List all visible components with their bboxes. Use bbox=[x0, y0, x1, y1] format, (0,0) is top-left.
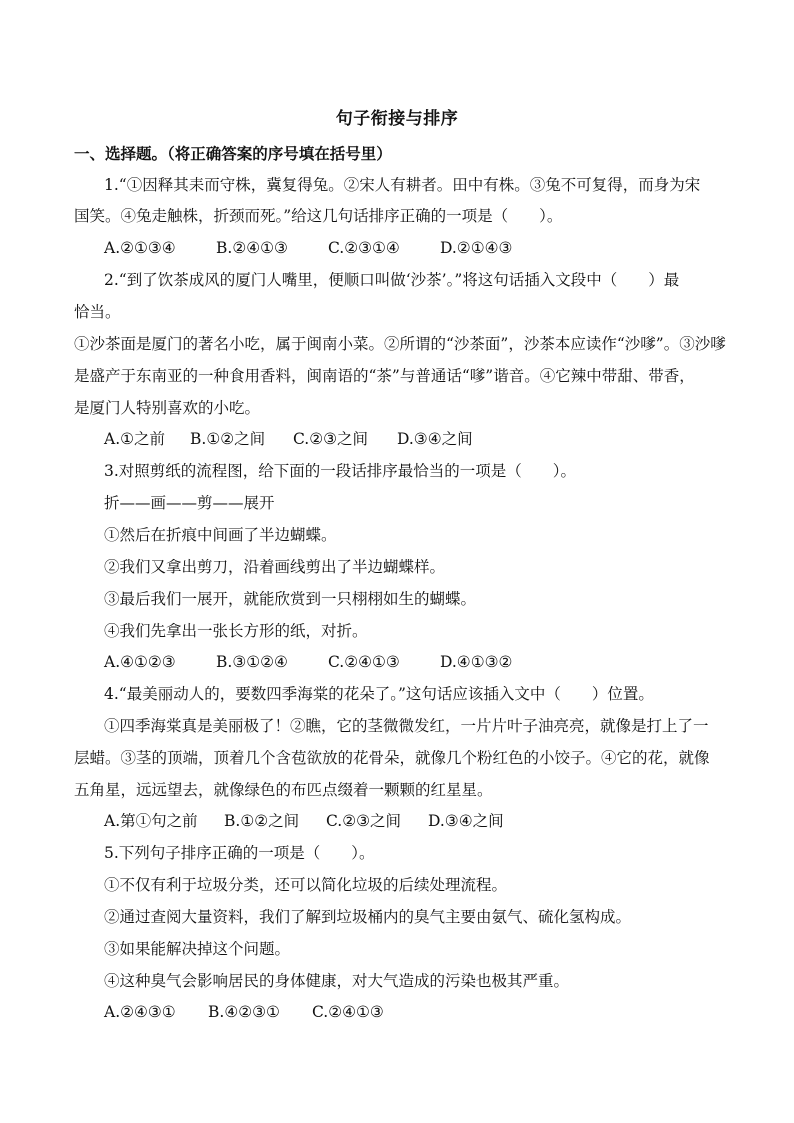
q4-option-c[interactable]: C.②③之间 bbox=[326, 812, 402, 830]
q2-option-a[interactable]: A.①之前 bbox=[104, 430, 166, 448]
q1-option-d[interactable]: D.②①④③ bbox=[440, 239, 513, 257]
q2-options bbox=[104, 429, 473, 449]
q5-option-a[interactable]: A.②④③① bbox=[104, 1003, 176, 1021]
q3-options bbox=[104, 652, 512, 672]
q4-passage-line2: 层蜡。③茎的顶端，顶着几个含苞欲放的花骨朵，就像几个粉红色的小饺子。④它的花，就像 bbox=[74, 749, 710, 767]
q3-option-b[interactable]: B.③①②④ bbox=[216, 653, 288, 671]
q2-option-c[interactable]: C.②③之间 bbox=[293, 430, 369, 448]
q4-options bbox=[104, 811, 504, 831]
q1-stem-line2: 国笑。④兔走触株，折颈而死。”给这几句话排序正确的一项是（ ）。 bbox=[74, 207, 563, 225]
q5-sentence-3: ③如果能解决掉这个问题。 bbox=[104, 940, 291, 958]
q2-stem-line1: 2.“到了饮茶成风的厦门人嘴里，便顺口叫做‘沙茶’。”将这句话插入文段中（ ）最 bbox=[104, 271, 680, 289]
q1-options bbox=[104, 238, 512, 258]
q2-passage-line2: 是盛产于东南亚的一种食用香料，闽南语的“茶”与普通话“嗲”谐音。④它辣中带甜、带香， bbox=[74, 367, 695, 385]
q5-sentence-1: ①不仅有利于垃圾分类，还可以简化垃圾的后续处理流程。 bbox=[104, 876, 508, 894]
q3-option-c[interactable]: C.②④①③ bbox=[328, 653, 400, 671]
q5-option-b[interactable]: B.④②③① bbox=[208, 1003, 280, 1021]
q4-passage-line1: ①四季海棠真是美丽极了！②瞧，它的茎微微发红，一片片叶子油亮亮，就像是打上了一 bbox=[104, 717, 709, 735]
q4-stem: 4.“最美丽动人的，要数四季海棠的花朵了。”这句话应该插入文中（ ）位置。 bbox=[104, 685, 654, 703]
q2-option-d[interactable]: D.③④之间 bbox=[397, 430, 473, 448]
q1-option-a[interactable]: A.②①③④ bbox=[104, 239, 176, 257]
q5-sentence-4: ④这种臭气会影响居民的身体健康，对大气造成的污染也极其严重。 bbox=[104, 972, 570, 990]
q5-option-c[interactable]: C.②④①③ bbox=[312, 1003, 384, 1021]
q4-option-a[interactable]: A.第①句之前 bbox=[104, 812, 198, 830]
q3-stem: 3.对照剪纸的流程图，给下面的一段话排序最恰当的一项是（ ）。 bbox=[104, 462, 577, 480]
q3-option-d[interactable]: D.④①③② bbox=[440, 653, 513, 671]
q4-option-b[interactable]: B.①②之间 bbox=[224, 812, 300, 830]
q2-passage-line1: ①沙茶面是厦门的著名小吃，属于闽南小菜。②所谓的“沙茶面”，沙茶本应读作“沙嗲”。③沙嗲 bbox=[74, 335, 726, 353]
q5-options bbox=[104, 1002, 384, 1022]
section-heading: 一、选择题。（将正确答案的序号填在括号里） bbox=[74, 144, 392, 163]
q4-passage-line3: 五角星，远远望去，就像绿色的布匹点缀着一颗颗的红星星。 bbox=[74, 781, 493, 799]
q2-stem-line2: 恰当。 bbox=[74, 303, 121, 321]
q1-option-c[interactable]: C.②③①④ bbox=[328, 239, 400, 257]
q3-sentence-2: ②我们又拿出剪刀，沿着画线剪出了半边蝴蝶样。 bbox=[104, 558, 446, 576]
q5-stem: 5.下列句子排序正确的一项是（ ）。 bbox=[104, 844, 375, 862]
q3-option-a[interactable]: A.④①②③ bbox=[104, 653, 176, 671]
q5-sentence-2: ②通过查阅大量资料，我们了解到垃圾桶内的臭气主要由氨气、硫化氢构成。 bbox=[104, 908, 632, 926]
q2-passage-line3: 是厦门人特别喜欢的小吃。 bbox=[74, 399, 261, 417]
q3-flowchart: 折——画——剪——展开 bbox=[104, 494, 275, 512]
q3-sentence-3: ③最后我们一展开，就能欣赏到一只栩栩如生的蝴蝶。 bbox=[104, 590, 477, 608]
page-title: 句子衔接与排序 bbox=[335, 109, 459, 129]
q1-option-b[interactable]: B.②④①③ bbox=[216, 239, 288, 257]
q2-option-b[interactable]: B.①②之间 bbox=[190, 430, 266, 448]
q1-stem-line1: 1.“①因释其耒而守株，冀复得兔。②宋人有耕者。田中有株。③兔不可复得，而身为宋 bbox=[104, 176, 701, 194]
q3-sentence-1: ①然后在折痕中间画了半边蝴蝶。 bbox=[104, 526, 337, 544]
q4-option-d[interactable]: D.③④之间 bbox=[428, 812, 504, 830]
q3-sentence-4: ④我们先拿出一张长方形的纸，对折。 bbox=[104, 622, 368, 640]
